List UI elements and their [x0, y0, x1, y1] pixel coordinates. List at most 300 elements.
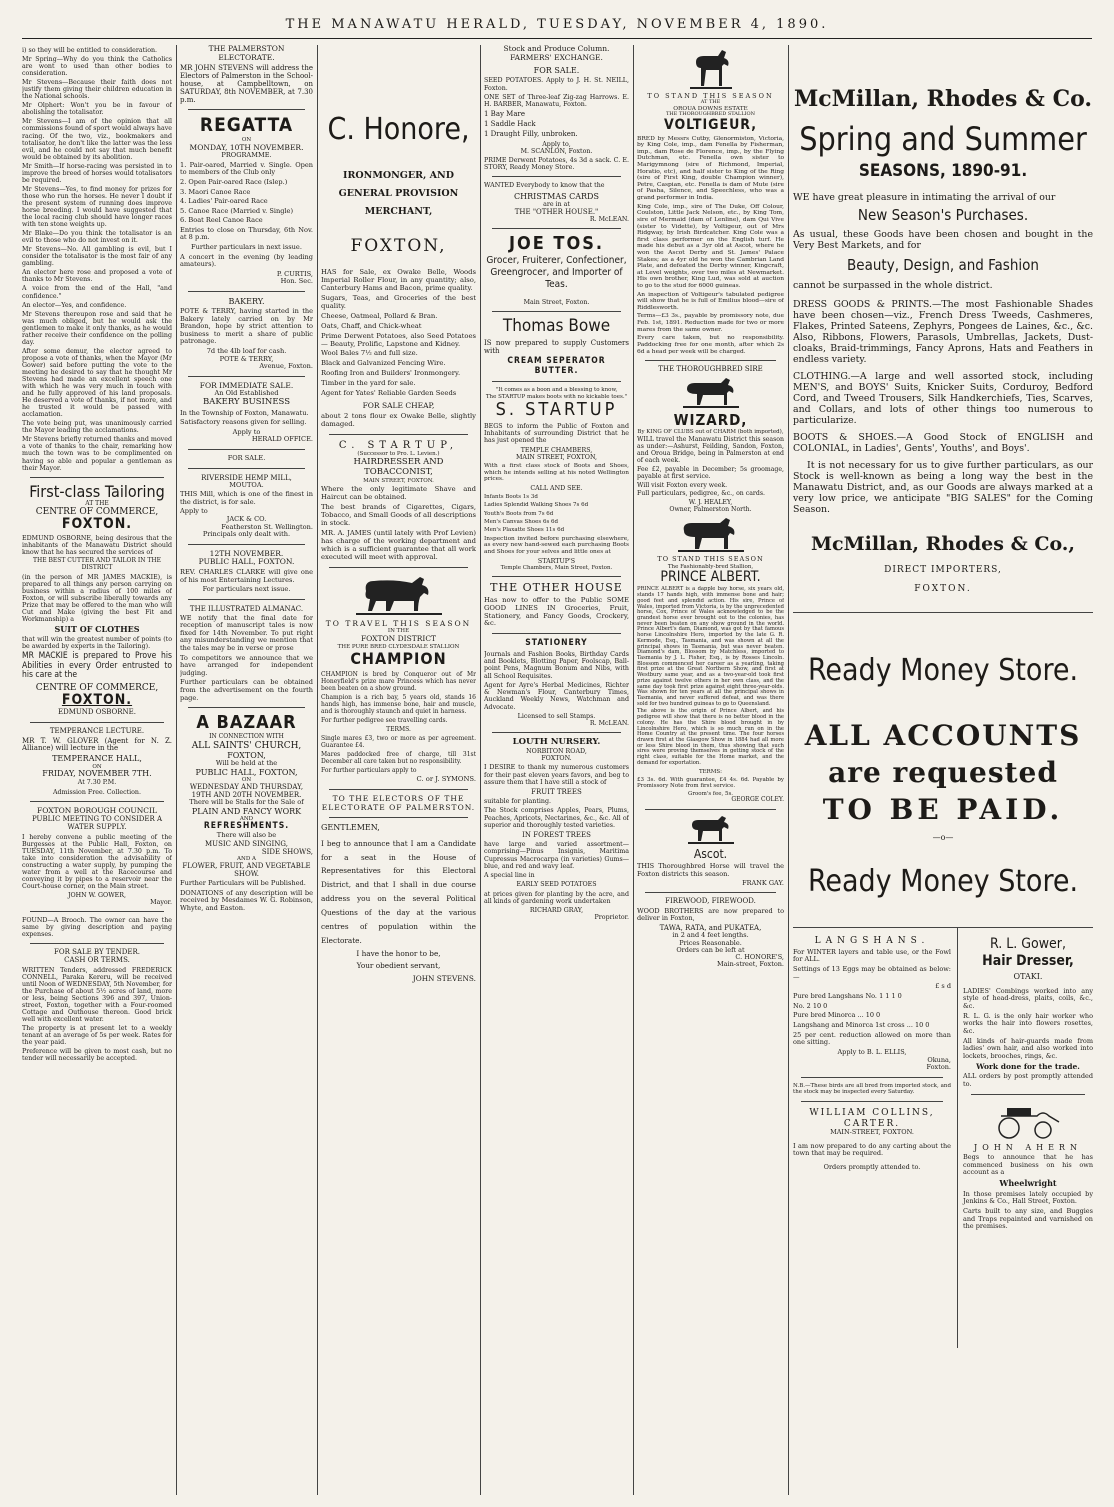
startup-successor: (Successor to Pro. L. Levien.)	[357, 451, 440, 458]
mcmillan-direct: DIRECT IMPORTERS,	[884, 565, 1002, 576]
champion-body-6: For further particulars apply to	[321, 766, 417, 774]
tailoring-centre: CENTRE OF COMMERCE,	[35, 507, 159, 518]
bowe-quote-2: The STARTUP makes boots with no kickable toes."	[485, 393, 628, 400]
honore-timber: Timber in the yard for sale.	[321, 379, 416, 388]
ascot-body: THIS Thoroughbred Horse will travel the Foxton districts this season.	[637, 862, 784, 878]
firewood-kinds: TAWA, RATA, and PUKATEA,	[659, 923, 762, 932]
honore-place: FOXTON,	[350, 236, 447, 257]
electors-honor: I have the honor to be,	[356, 948, 441, 958]
sstartup-address: MAIN STREET, FOXTON,	[515, 453, 598, 461]
champion-name: CHAMPION	[350, 649, 447, 668]
council-body: I hereby convene a public meeting of the Burgesses at the Public Hall, Foxton, on TUESDAY, 11th November, at 7.30 p.m. To take into consideration the advisability of constructing a water supply, by pumping the water from a well at the Racecourse and conveying it by pipes to a reservoir near the Court-house corner, on the Main street.	[22, 833, 172, 890]
bazaar-and: AND	[239, 816, 254, 823]
bazaar-refreshments: REFRESHMENTS.	[203, 821, 290, 832]
found-notice: FOUND—A Brooch. The owner can have the same by giving description and paying expenses.	[22, 916, 172, 939]
wizard-sign: W. J. HEALEY,	[688, 499, 733, 507]
langshans-place: Okuna,	[927, 1055, 951, 1064]
tailoring-centre-2: CENTRE OF COMMERCE,	[35, 683, 159, 694]
sstartup-title: S. STARTUP	[495, 399, 618, 421]
draught-horse-icon	[354, 573, 444, 617]
divider	[30, 477, 164, 478]
divider	[645, 892, 776, 893]
champion-body-3: For further pedigree see travelling cards.	[321, 716, 448, 724]
nursery-body-3: The Stock comprises Apples, Pears, Plums, Peaches, Apricots, Nectarines, &c., &c. All of superior and thoroughly tested varieties.	[484, 807, 629, 829]
mcmillan-beauty: Beauty, Design, and Fashion	[847, 255, 1039, 274]
electors-sign: JOHN STEVENS.	[412, 973, 476, 983]
electors-body: I beg to announce that I am a Candidate for a seat in the House of Representatives for this Electoral District, and that I shall in due course address you on the several Political Questions of the day at the various centres of population within the Electorate.	[321, 838, 476, 945]
mill-body: THIS Mill, which is one of the finest in the district, is for sale.	[180, 490, 313, 506]
cards-body: WANTED Everybody to know that the	[484, 182, 605, 190]
divider	[30, 911, 164, 912]
tailoring-sign: EDMUND OSBORNE.	[57, 708, 137, 716]
report-paragraph: Mr Stevens thereupon rose and said that he was much obliged, but he would ask the gentlemen to make it only thanks, as he would rather receive their confidence on the polling day.	[22, 310, 172, 346]
albert-groom: Groom's fee, 5s.	[687, 791, 734, 798]
regatta-item: 4. Ladies' Pair-oared Race	[180, 197, 268, 206]
voltigeur-body-4: Terms—£3 3s., payable by promissory note, due Feb. 1st, 1891. Reduction made for two or more mares from the same owner.	[637, 313, 784, 333]
langshans-row: No. 2 10 0	[793, 1001, 828, 1010]
regatta-concert: A concert in the evening (by leading amateurs).	[180, 252, 313, 269]
column-rule	[317, 45, 318, 1495]
honore-roofing: Roofing Iron and Builders' Ironmongery.	[321, 369, 461, 378]
champion-body: CHAMPION is bred by Conqueror out of Mr Honeyfield's prize mare Princess which has never been beaten on a show ground.	[321, 670, 476, 692]
startup-body-2: The best brands of Cigarettes, Cigars, Tobacco, and Small Goods of all descriptions in stock.	[321, 503, 476, 527]
tailoring-foxton-2: FOXTON.	[61, 692, 133, 709]
bazaar-stalls: There will be Stalls for the Sale of	[189, 798, 304, 807]
regatta-item: 6. Boat Reel Canoe Race	[180, 216, 263, 225]
nursery-proprietor: Proprietor.	[594, 914, 629, 922]
stock-apply: Apply to,	[542, 140, 571, 148]
almanac-body: WE notify that the final date for reception of manuscript tales is now fixed for 14th November. To put right any misunderstanding we mention that the tales may be in verse or prose	[180, 613, 313, 653]
voltigeur-estate: OROUA DOWNS ESTATE	[673, 105, 748, 112]
report-paragraph: Mr Spring—Why do you think the Catholics are wont to used than other bodies to consideration.	[22, 56, 172, 78]
tailoring-mackie: MR MACKIE is prepared to Prove his Abilities in every Order entrusted to his care at the	[22, 650, 172, 681]
divider	[329, 434, 468, 435]
langshans-head: £ s d	[935, 982, 951, 991]
startup-address: MAIN STREET, FOXTON.	[363, 477, 434, 484]
sstartup-body: BEGS to inform the Public of Foxton and Inhabitants of surrounding District that he has just opened the	[484, 422, 629, 445]
council-mayor: Mayor.	[150, 898, 172, 906]
wizard-fee: Fee £2, payable in December; 5s groomage, payable at first service.	[637, 465, 784, 480]
report-paragraph: After some demur, the elector agreed to propose a vote of thanks, when the Mayor (Mr Gower) said before putting the vote to the meeting he desired to say that he thought Mr Stevens had made an excellent speech one with which he was very much in touch with and he fully approved of his land proposals. He deserved a vote of thanks, if not more, and he trusted it would be passed with acclamation.	[22, 347, 172, 419]
report-paragraph: Mr Stevens briefly returned thanks and moved a vote of thanks to the chair, remarking how much the town was to be complimented on having so able and popular a gentleman as their Mayor.	[22, 436, 172, 472]
stock-item-3: 1 Bay Mare	[484, 110, 526, 119]
bakery-price: 7d the 4lb loaf for cash.	[206, 347, 287, 356]
wizard-further: Full particulars, pedigree, &c., on cards.	[637, 490, 765, 498]
clarke-date: 12TH NOVEMBER.	[209, 548, 284, 558]
wizard-body: WILL travel the Manawatu District this season as under:—Ashurst, Feilding, Sandon, Foxton, and Oroua Bridge, being in Palmerston at end of each week.	[637, 435, 784, 464]
report-paragraph: An elector—Yes, and confidence.	[22, 301, 127, 309]
mcmillan-place: FOXTON.	[914, 583, 972, 594]
ascot-sign: FRANK GAY.	[742, 878, 784, 887]
stationery-title: STATIONERY	[525, 638, 588, 649]
bakery-address: Avenue, Foxton.	[259, 362, 313, 371]
tender-title: FOR SALE BY TENDER.	[54, 948, 140, 957]
wizard-by: By KING OF CLUBS out of CHARM (both imported),	[637, 428, 784, 435]
masthead-rule	[22, 38, 1092, 39]
report-paragraph: Mr Olphert: Won't you be in favour of abolishing the totalisator.	[22, 102, 172, 117]
honore-wool: Wool Bales 7½ and full size.	[321, 349, 418, 358]
bazaar-hall: PUBLIC HALL, FOXTON,	[195, 767, 298, 777]
joe-trade: Grocer, Fruiterer, Confectioner, Greengrocer, and Importer of Teas.	[486, 255, 627, 291]
rms-all-accounts: ALL ACCOUNTS	[804, 719, 1082, 753]
langshans-place-2: Foxton.	[926, 1063, 951, 1072]
regatta-further: Further particulars in next issue.	[191, 243, 302, 252]
stationery-stamps: Licensed to sell Stamps.	[517, 712, 596, 720]
rms-title-2: Ready Money Store.	[807, 864, 1079, 900]
report-paragraph: Mr Smith—If horse-racing was persisted in to improve the breed of horses would totalisators be required.	[22, 162, 172, 184]
tender-body: WRITTEN Tenders, addressed FREDERICK CONNELL, Paraka Kereru, will be received until Noon of WEDNESDAY, 5th November, for the Purchase of about 5½ acres of land, more or less, being Sections 396 and 397, Union-street, Foxton, together with a Four-roomed Cottage and Outhouse thereon. Good brick well with excellent water.	[22, 966, 172, 1024]
column-4	[484, 45, 629, 1495]
almanac-body-3: Further particulars can be obtained from the advertisement on the fourth page.	[180, 678, 313, 702]
clarke-hall: PUBLIC HALL, FOXTON.	[198, 557, 295, 567]
mill-title: RIVERSIDE HEMP MILL,	[201, 473, 292, 482]
nursery-body: I DESIRE to thank my numerous customers for their past eleven years favors, and beg to assure them that I have still a stock of	[484, 764, 629, 786]
bazaar-sub: IN CONNECTION WITH	[209, 732, 284, 740]
mcmillan-title: McMillan, Rhodes & Co.	[793, 86, 1093, 112]
column-rule	[480, 45, 481, 1495]
bazaar-held: Will be held at the	[215, 759, 278, 768]
forsale-title: FOR SALE.	[227, 454, 266, 463]
ahern-body-2: In those premises lately occupied by Jenkins & Co., Hall Street, Foxton.	[963, 1189, 1093, 1206]
stock-sub: FARMERS' EXCHANGE.	[510, 52, 603, 62]
regatta-date: MONDAY, 10TH NOVEMBER.	[189, 142, 304, 152]
bazaar-flower: FLOWER, FRUIT, AND VEGETABLE SHOW.	[182, 862, 311, 879]
champion-breed: THE PURE BRED CLYDESDALE STALLION	[337, 643, 460, 650]
collins-address: MAIN-STREET, FOXTON.	[830, 1128, 914, 1137]
sale-body: An Old Established	[214, 389, 279, 398]
langshans-nb: N.B.—These birds are all bred from imported stock, and the stock may be inspected every Saturday.	[793, 1082, 951, 1096]
nursery-body-6: at prices given for planting by the acre, and all kinds of gardening work undertaken	[484, 890, 629, 905]
mcmillan-body-3: cannot be surpassed in the whole district.	[793, 280, 993, 292]
election-report	[22, 47, 172, 472]
firewood-prices: Prices Reasonable.	[679, 938, 742, 947]
bakery-sign: POTE & TERRY,	[219, 354, 274, 363]
langshans-apply: Apply to B. L. ELLIS,	[837, 1048, 907, 1057]
stock-sale: FOR SALE.	[533, 66, 580, 76]
clarke-body: REV. CHARLES CLARKE will give one of his most Entertaining Lectures.	[180, 567, 313, 584]
firewood-lengths: in 2 and 4 feet lengths.	[672, 931, 749, 940]
regatta-on: ON	[241, 137, 252, 144]
nursery-place: FOXTON.	[541, 755, 572, 763]
column-2	[180, 45, 313, 1495]
nursery-sign: RICHARD GRAY,	[529, 907, 584, 915]
sale-office: HERALD OFFICE.	[251, 435, 313, 444]
albert-sub: The Fashionably-bred Stallion,	[667, 563, 754, 570]
bowe-product: CREAM SEPERATOR BUTTER.	[507, 355, 606, 376]
report-paragraph: i) so they will be entitled to consideration.	[22, 47, 158, 54]
albert-body-3: £3 3s. 6d. With guarantee, £4 4s. 6d. Payable by Promissory Note from first service.	[637, 776, 784, 789]
langshans-body: For WINTER layers and table use, or the Fowl for ALL.	[793, 947, 951, 964]
regatta-list	[180, 162, 313, 225]
mill-sign: JACK & CO.	[226, 514, 267, 523]
rms-paid: TO BE PAID.	[822, 792, 1064, 826]
startup-trade: HAIRDRESSER AND TOBACCONIST,	[353, 456, 444, 477]
sale-apply: Apply to	[232, 427, 261, 436]
report-paragraph: Mr Stevens—Because their faith does not justify them giving their children education in the National schools.	[22, 79, 172, 101]
divider	[188, 599, 305, 600]
honore-body: HAS for Sale, ex Owake Belle, Woods Imperial Roller Flour, in any quantity; also, Canterbury Hams and Bacon, prime quality.	[321, 268, 476, 292]
divider	[30, 943, 164, 944]
regatta-item: 2. Open Pair-oared Race (Islep.)	[180, 178, 288, 186]
ahern-trade: Wheelwright	[999, 1178, 1057, 1189]
tailoring-foxton: FOXTON.	[61, 516, 133, 533]
nursery-body-2: suitable for planting.	[484, 798, 551, 806]
albert-terms: TERMS:	[698, 768, 723, 775]
divider	[492, 381, 621, 382]
bazaar-further: Further Particulars will be Published.	[180, 879, 306, 888]
almanac-body-2: To competitors we announce that we have arranged for independent judging.	[180, 653, 313, 677]
nursery-body-4: have large and varied assortment—comprising—Pinus Insignis, Maritima Cupressus Macrocarpa (in varieties) Gums—blue, and red and wavy leaf.	[484, 841, 629, 870]
divider	[188, 291, 305, 292]
langshans-ad	[793, 936, 951, 1172]
divider	[188, 468, 305, 469]
champion-body-4: Single mares £3, two or more as per agreement. Guarantee £4.	[321, 734, 476, 749]
divider	[30, 801, 164, 802]
honore-sugars: Sugars, Teas, and Groceries of the best quality.	[321, 293, 476, 310]
mill-apply: Apply to	[180, 507, 208, 516]
ascot-name: Ascot.	[693, 846, 728, 861]
wizard-owner: Owner, Palmerston North.	[669, 506, 752, 514]
ahern-name: JOHN AHERN	[974, 1142, 1082, 1152]
sstartup-body-3: Inspection invited before purchasing elsewhere, as every new hand-sewed each purchasing Boots and Shoes for your selves and little ones at	[484, 535, 629, 556]
electors-title: TO THE ELECTORS OF THE ELECTORATE OF PALMERSTON.	[321, 793, 476, 812]
divider	[492, 633, 621, 634]
mcmillan-boots: BOOTS & SHOES.—A Good Stock of ENGLISH and COLONIAL, in Ladies', Gents', Youths', and Boys'.	[793, 432, 1093, 455]
champion-terms: TERMS.	[386, 725, 411, 733]
bowe-body: IS now prepared to supply Customers with	[484, 338, 629, 355]
langshans-body-3: 25 per cent. reduction allowed on more than one sitting.	[793, 1030, 951, 1047]
column-6	[793, 45, 1093, 1495]
gower-place: OTAKI.	[1013, 972, 1043, 982]
nursery-title: LOUTH NURSERY.	[512, 737, 601, 748]
rms-title: Ready Money Store.	[807, 653, 1079, 689]
mcmillan-body: WE have great pleasure in intimating the arrival of our	[793, 192, 1056, 204]
honore-oats: Oats, Chaff, and Chick-wheat	[321, 321, 422, 330]
horse-icon	[681, 377, 741, 409]
mcmillan-title-2: McMillan, Rhodes & Co.,	[810, 533, 1076, 556]
albert-sign: GEORGE COLEY.	[731, 796, 784, 804]
firewood-title: FIREWOOD, FIREWOOD.	[665, 897, 756, 906]
wizard-title: THE THOROUGHBRED SIRE	[658, 365, 763, 374]
honore-name: C. Honore,	[327, 112, 470, 147]
column-3	[321, 45, 476, 1495]
report-paragraph: Mr Stevens—No. All gambling is evil, but I consider the totalisator is the most fair of any gambling.	[22, 246, 172, 268]
divider	[30, 722, 164, 723]
gower-body-3: All kinds of hair-guards made from ladies' own hair, and also worked into lockets, brooches, rings, &c.	[963, 1036, 1093, 1060]
regatta-sign: P. CURTIS,	[276, 269, 313, 278]
stock-prime: PRIME Derwent Potatoes, 4s 3d a sack. C. E. STORY, Ready Money Store.	[484, 156, 629, 172]
mcmillan-seasons: SEASONS, 1890-91.	[858, 161, 1028, 182]
bakery-body: POTE & TERRY, having started in the Bakery lately carried on by Mr Brandon, hope by strict attention to business to merit a share of public patronage.	[180, 307, 313, 346]
gower-body-2: R. L. G. is the only hair worker who works the hair into flowers rosettes, &c.	[963, 1011, 1093, 1035]
langshans-body-2: Settings of 13 Eggs may be obtained as below:—	[793, 965, 951, 981]
column-1	[22, 45, 172, 1495]
gower-trade: Hair Dresser,	[982, 952, 1074, 969]
divider	[492, 311, 621, 312]
sale-body-3: Satisfactory reasons given for selling.	[180, 418, 307, 427]
tailoring-suit: SUIT OF CLOTHES	[54, 623, 140, 634]
divider	[492, 732, 621, 733]
cards-body-2: are in at	[543, 200, 570, 208]
langshans-row: Pure bred Langshans No. 1 1 1 0	[793, 992, 902, 1001]
cheap-title: FOR SALE CHEAP,	[362, 401, 435, 411]
other-body: Has now to offer to the Public SOME GOOD LINES IN Groceries, Fruit, Stationery, and Fancy Goods, Crockery, &c.	[484, 595, 629, 628]
report-paragraph: Mr Stevens—I am of the opinion that all commissions found of sport would always have racing. Of the two, viz., bookmakers and totalisator, he don't like the latter was the less evil, and he could not say that much benefit would be obtained by its abolition.	[22, 118, 172, 161]
sstartup-sign: STARTUP'S	[537, 557, 576, 565]
honore-agent: Agent for Yates' Reliable Garden Seeds	[321, 389, 457, 398]
voltigeur-body-2: King Cole, imp., sire of The Duke, Off Colour, Coulston, Little Jack Nelson, etc., by King Tom, sire of Mermaid (dam of Lenline), dam Qui Vive (sister to Vidette), by Voltigeur, out of Mrs Ridgway, by Irish Birdcatcher. King Cole was a first class performer on the English turf. He made his debut as a 3yr old at Ascot, where he won the Ascot Derby and St. James' Palace Stakes; as a 4yr old he won the Cambrian Land Plate, and defeated the Derby winner, Kingcraft, at Level weights, over two miles at Newmarket. His own brother, King Lud, was sold at auction to go to the stud for 6000 guineas.	[637, 203, 784, 290]
bazaar-church: ALL SAINTS' CHURCH,	[191, 740, 302, 751]
tailoring-at: AT THE	[85, 499, 109, 507]
bazaar-donations: DONATIONS of any description will be received by Mesdames W. G. Robinson, Whyte, and Easton.	[180, 888, 313, 913]
rms-dash: —o—	[932, 832, 954, 842]
temperance-body: MR T. W. GLOVER (Agent for N. Z. Alliance) will lecture in the	[22, 736, 172, 753]
electors-servant: Your obedient servant,	[356, 961, 441, 971]
divider	[492, 228, 621, 229]
gower-body-4: ALL orders by post promptly attended to.	[963, 1072, 1093, 1089]
albert-body-2: The above is the origin of Prince Albert, and his pedigree will show that there is no better blood in the colony. He has the Shire blood brought in by Lincolnshire Hero, which is so much run on in the Home Country at the present time. The four horses drawn first at the Glasgow Show in 1884 had all more or less Shire blood in them, thus showing that such sires were proving themselves in getting stock of the right class, suitable for the Home market, and the demand for exportation.	[637, 708, 784, 766]
voltigeur-body: BRED by Messrs Cutby, Glenormiston, Victoria, by King Cole, imp., dam Fenella by Fisherman, imp., dam Rose de Florence, imp., by the Flying Dutchman, etc. Fenella own sister to Marigymnong (sire of Richmond, Imperial, Horatio, etc), and half sister to King of the Ring (sire of First King, double Champion winner), Petre, Caspian, etc. Fenella is dam of Mute (sire of Pasha, Silence, and Speechless, who was a grand performer in India.	[637, 135, 784, 202]
bazaar-shows: SIDE SHOWS,	[261, 847, 313, 856]
albert-stand: TO STAND THIS SEASON	[657, 555, 764, 564]
column-rule	[633, 45, 634, 1495]
stock-item-4: 1 Saddle Hack	[484, 120, 536, 129]
stock-item-2: ONE SET of Three-leaf Zig-zag Harrows. E. H. BARBER, Manawatu, Foxton.	[484, 93, 629, 109]
champion-body-2: Champion is a rich bay, 5 years old, stands 16 hands high, has immense bone, hair and muscle, and is thoroughly staunch and quiet in harness.	[321, 693, 476, 715]
cards-sign: R. McLEAN.	[589, 216, 629, 224]
bowe-quote: "It comes as a boon and a blessing to know,	[495, 387, 618, 394]
cheap-body: about 2 tons flour ex Owake Belle, slightly damaged.	[321, 411, 476, 428]
column-rule	[176, 45, 177, 1495]
collins-body: I am now prepared to do any carting about the town that may be required.	[793, 1141, 951, 1158]
racehorse-icon	[686, 815, 736, 845]
langshans-title: LANGSHANS.	[814, 936, 930, 947]
joe-address: Main Street, Foxton.	[523, 299, 590, 307]
honore-wire: Black and Galvanized Fencing Wire.	[321, 359, 446, 368]
draught-horse-icon	[676, 517, 746, 553]
column-5	[637, 45, 784, 1495]
albert-name: PRINCE ALBERT.	[660, 568, 761, 585]
sstartup-price-list	[484, 494, 629, 534]
ahern-body-3: Carts built to any size, and Buggies and Traps repainted and varnished on the premises.	[963, 1206, 1093, 1231]
regatta-title: REGATTA	[199, 114, 294, 137]
tailoring-body: EDMUND OSBORNE, being desirous that the inhabitants of the Manawatu District should know that he has secured the services of	[22, 535, 172, 557]
price-item: Ladies Splendid Walking Shoes 7s 6d	[484, 502, 589, 509]
divider	[492, 176, 621, 177]
report-paragraph: An elector here rose and proposed a vote of thanks to Mr Stevens.	[22, 269, 172, 284]
champion-travel: TO TRAVEL THIS SEASON	[325, 618, 472, 628]
council-title: FOXTON BOROUGH COUNCIL	[37, 806, 157, 816]
regatta-programme: PROGRAMME.	[221, 151, 272, 160]
voltigeur-name: VOLTIGEUR,	[663, 116, 758, 133]
stationery-body: Journals and Fashion Books, Birthday Cards and Booklets, Blotting Paper, Foolscap, Ball-point Pens, Magnum Bonum and Nibs, with all School Requisites.	[484, 650, 629, 680]
report-paragraph: Mr Blake—Do you think the totalisator is an evil to those who do not invest on it.	[22, 230, 172, 245]
temperance-title: TEMPERANCE LECTURE.	[49, 726, 145, 735]
divider	[645, 360, 776, 361]
sstartup-call: CALL AND SEE.	[530, 484, 583, 492]
voltigeur-breed: THE THOROUGHBRED STALLION	[665, 111, 756, 118]
honore-cheese: Cheese, Oatmeal, Pollard & Bran.	[321, 311, 438, 320]
mcmillan-body-2: As usual, these Goods have been chosen and bought in the Very Best Markets, and for	[793, 228, 1093, 251]
divider	[645, 809, 776, 810]
collins-name: WILLIAM COLLINS,	[809, 1107, 935, 1118]
sstartup-chambers: TEMPLE CHAMBERS,	[520, 446, 593, 454]
langshans-row: Langshang and Minorca 1st cross ... 10 0	[793, 1021, 930, 1030]
firewood-place: C. HONORE'S,	[735, 953, 784, 962]
nursery-fruit: FRUIT TREES	[531, 788, 582, 797]
divider	[793, 612, 1093, 613]
regatta-sec: Hon. Sec.	[280, 277, 313, 286]
tailoring-body-3: that will win the greatest number of points (to be awarded by experts in the Tailoring).	[22, 635, 172, 650]
divider	[971, 1094, 1085, 1095]
cards-title: CHRISTMAS CARDS	[514, 191, 599, 201]
voltigeur-stand: TO STAND THIS SEASON	[647, 92, 774, 100]
divider	[188, 109, 305, 110]
bazaar-dates: 19TH AND 20TH NOVEMBER.	[191, 791, 302, 800]
sale-title: FOR IMMEDIATE SALE.	[199, 380, 294, 390]
divider	[801, 1077, 943, 1078]
electorate-title: THE PALMERSTON ELECTORATE.	[208, 45, 285, 62]
tender-body-2: The property is at present let to a weekly tenant at an average of 5s per week. Rates for the year paid.	[22, 1025, 172, 1047]
price-item: Men's Plaxatte Shoes 11s 6d	[484, 527, 565, 534]
divider	[329, 567, 468, 568]
joe-title: JOE TOS.	[508, 233, 605, 255]
nursery-body-5: A special line in	[484, 872, 535, 880]
champion-in: IN THE	[387, 628, 410, 635]
bazaar-title: A BAZAAR	[196, 712, 297, 734]
honore-trade: IRONMONGER, AND GENERAL PROVISION MERCHANT,	[338, 170, 459, 218]
price-item: Men's Canvas Shoes 6s 6d	[484, 519, 559, 526]
regatta-item: 5. Canoe Race (Married v. Single)	[180, 206, 294, 215]
stationery-body-2: Agent for Ayre's Herbal Medicines, Richter & Newman's Flour, Canterbury Times, Auckland Weekly News, Watchman and Advocate.	[484, 681, 629, 711]
tender-sub: CASH OR TERMS.	[64, 955, 130, 964]
divider	[188, 707, 305, 708]
nursery-road: NORBITON ROAD,	[526, 748, 587, 756]
electorate-body: MR JOHN STEVENS will address the Electors of Palmerston in the School-house, at Campbelltown, on SATURDAY, 8th NOVEMBER, at 7.30 p.m.	[180, 64, 313, 105]
divider	[492, 576, 621, 577]
racehorse-icon	[688, 48, 734, 90]
bazaar-music: MUSIC AND SINGING,	[205, 839, 288, 848]
gower-name: R. L. Gower,	[990, 936, 1066, 953]
tailoring-body-2: (in the person of MR JAMES MACKIE), is prepared to all things any person carrying on business within a radius of 100 miles of Foxton, or will subscribe liberally towards any Prize that may be offered to the man who will Cut and Make (giving the best Fit and Workmanship) a	[22, 573, 172, 623]
bazaar-place: FOXTON,	[227, 751, 266, 761]
startup-body-3: MR. A. JAMES (until lately with Prof Levien) has charge of the working department and which is a sufficient guarantee that all work executed will meet with approval.	[321, 528, 476, 561]
divider	[188, 544, 305, 545]
gower-body: LADIES' Combings worked into any style of head-dress, plaits, coils, &c., &c.	[963, 986, 1093, 1010]
gower-ad	[963, 936, 1093, 1233]
stock-title: Stock and Produce Column.	[503, 45, 610, 53]
report-paragraph: A voice from the end of the Hall, "and confidence."	[22, 285, 172, 300]
langshans-price-list	[793, 993, 951, 1030]
bazaar-days: WEDNESDAY AND THURSDAY,	[189, 783, 304, 792]
clarke-further: For particulars next issue.	[202, 585, 291, 594]
tailoring-cutter: THE BEST CUTTER AND TAILOR IN THE DISTRICT	[32, 557, 162, 571]
tailoring-title: First-class Tailoring	[29, 481, 165, 501]
council-sub: PUBLIC MEETING TO CONSIDER A WATER SUPPLY.	[31, 814, 163, 831]
divider	[188, 449, 305, 450]
bazaar-on: ON	[241, 776, 252, 783]
other-title: THE OTHER HOUSE	[490, 581, 623, 595]
voltigeur-at: AT THE	[700, 99, 721, 106]
startup-name: C. STARTUP,	[338, 439, 459, 451]
honore-potatoes: Prime Derwent Potatoes, also Seed Potatoes — Beauty, Prolific, Lapstone and Kidney.	[321, 331, 476, 348]
temperance-time: At 7.30 P.M.	[77, 779, 117, 787]
champion-body-5: Mares paddocked free of charge, till 31st December all care taken but no responsibility.	[321, 750, 476, 765]
temperance-on: ON	[92, 764, 102, 771]
ahern-body: Begs to announce that he has commenced business on his own account as a	[963, 1153, 1093, 1177]
divider	[801, 1101, 943, 1102]
almanac-title: THE ILLUSTRATED ALMANAC.	[189, 604, 304, 613]
